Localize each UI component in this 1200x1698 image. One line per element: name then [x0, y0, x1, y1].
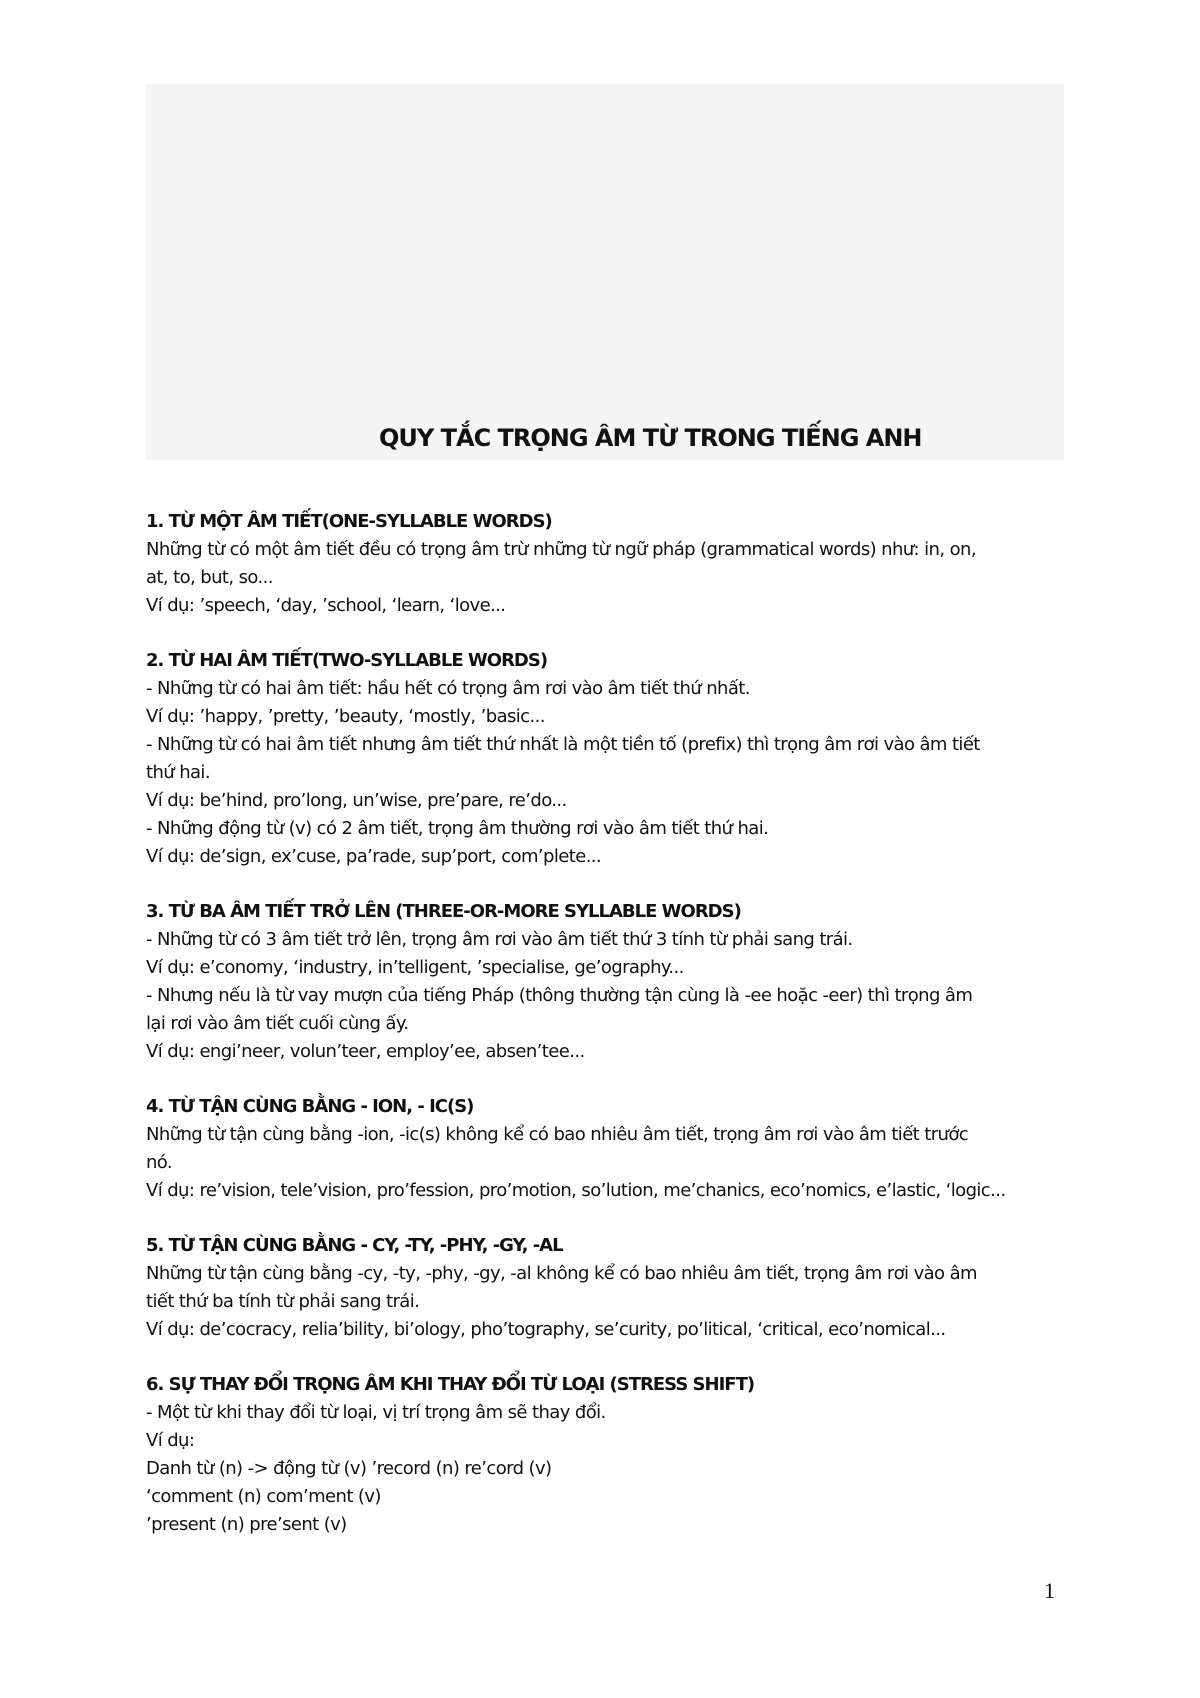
section-heading: 1. TỪ MỘT ÂM TIẾT(ONE-SYLLABLE WORDS) — [146, 511, 552, 532]
section-text-line: Danh từ (n) -> động từ (v) ’record (n) re’cord (v) — [146, 1458, 552, 1479]
document-title: QUY TẮC TRỌNG ÂM TỪ TRONG TIẾNG ANH — [379, 424, 922, 452]
section-1 — [146, 508, 1066, 620]
section-text-line: nó. — [146, 1152, 173, 1173]
section-text-line: Những từ tận cùng bằng -cy, -ty, -phy, -gy, -al không kể có bao nhiêu âm tiết, trọng âm rơi vào âm — [146, 1263, 977, 1284]
section-text-line: Ví dụ: de’sign, ex’cuse, pa’rade, sup’port, com’plete... — [146, 846, 602, 867]
section-text-line: - Những từ có hai âm tiết nhưng âm tiết thứ nhất là một tiền tố (prefix) thì trọng âm rơi vào âm tiết — [146, 734, 980, 755]
section-text-line: Ví dụ: — [146, 1430, 195, 1451]
section-text-line: - Những từ có hai âm tiết: hầu hết có trọng âm rơi vào âm tiết thứ nhất. — [146, 678, 750, 699]
section-heading: 6. SỰ THAY ĐỔI TRỌNG ÂM KHI THAY ĐỔI TỪ LOẠI (STRESS SHIFT) — [146, 1374, 755, 1395]
section-heading: 2. TỪ HAI ÂM TIẾT(TWO-SYLLABLE WORDS) — [146, 650, 548, 671]
section-4 — [146, 1093, 1066, 1205]
section-text-line: Ví dụ: ’happy, ’pretty, ’beauty, ‘mostly, ’basic... — [146, 706, 545, 727]
section-text-line: Ví dụ: e’conomy, ‘industry, in’telligent, ’specialise, ge’ography... — [146, 957, 684, 978]
section-text-line: Những từ tận cùng bằng -ion, -ic(s) không kể có bao nhiêu âm tiết, trọng âm rơi vào âm tiết trước — [146, 1124, 969, 1145]
section-text-line: - Nhưng nếu là từ vay mượn của tiếng Pháp (thông thường tận cùng là -ee hoặc -eer) thì trọng âm — [146, 985, 973, 1006]
section-text-line: Ví dụ: engi’neer, volun’teer, employ’ee, absen’tee... — [146, 1041, 585, 1062]
section-text-line: lại rơi vào âm tiết cuối cùng ấy. — [146, 1013, 409, 1034]
section-text-line: Ví dụ: re’vision, tele’vision, pro’fession, pro’motion, so’lution, me’chanics, eco’nomics, e’lastic, ‘logic... — [146, 1180, 1006, 1201]
document-body — [146, 508, 1066, 1566]
section-text-line: - Những động từ (v) có 2 âm tiết, trọng âm thường rơi vào âm tiết thứ hai. — [146, 818, 769, 839]
section-text-line: - Một từ khi thay đổi từ loại, vị trí trọng âm sẽ thay đổi. — [146, 1402, 606, 1423]
section-3 — [146, 898, 1066, 1066]
section-heading: 5. TỪ TẬN CÙNG BẰNG - CY, -TY, -PHY, -GY, -AL — [146, 1235, 563, 1256]
section-2 — [146, 647, 1066, 871]
header-shaded-box — [146, 84, 1064, 460]
section-heading: 3. TỪ BA ÂM TIẾT TRỞ LÊN (THREE-OR-MORE SYLLABLE WORDS) — [146, 901, 741, 922]
section-text-line: Ví dụ: ’speech, ‘day, ’school, ‘learn, ‘love... — [146, 595, 506, 616]
section-text-line: ’present (n) pre’sent (v) — [146, 1514, 347, 1535]
section-6 — [146, 1371, 1066, 1539]
section-text-line: Ví dụ: be’hind, pro’long, un’wise, pre’pare, re’do... — [146, 790, 567, 811]
page-number: 1 — [1044, 1578, 1055, 1603]
section-text-line: at, to, but, so... — [146, 567, 273, 588]
section-text-line: Ví dụ: de’cocracy, relia’bility, bi’ology, pho’tography, se’curity, po’litical, ‘critical, eco’nomical... — [146, 1319, 946, 1340]
section-text-line: - Những từ có 3 âm tiết trở lên, trọng âm rơi vào âm tiết thứ 3 tính từ phải sang trái. — [146, 929, 853, 950]
section-text-line: ‘comment (n) com’ment (v) — [146, 1486, 381, 1507]
section-text-line: tiết thứ ba tính từ phải sang trái. — [146, 1291, 420, 1312]
section-5 — [146, 1232, 1066, 1344]
section-text-line: Những từ có một âm tiết đều có trọng âm trừ những từ ngữ pháp (grammatical words) như: in, on, — [146, 539, 976, 560]
section-text-line: thứ hai. — [146, 762, 210, 783]
section-heading: 4. TỪ TẬN CÙNG BẰNG - ION, - IC(S) — [146, 1096, 474, 1117]
